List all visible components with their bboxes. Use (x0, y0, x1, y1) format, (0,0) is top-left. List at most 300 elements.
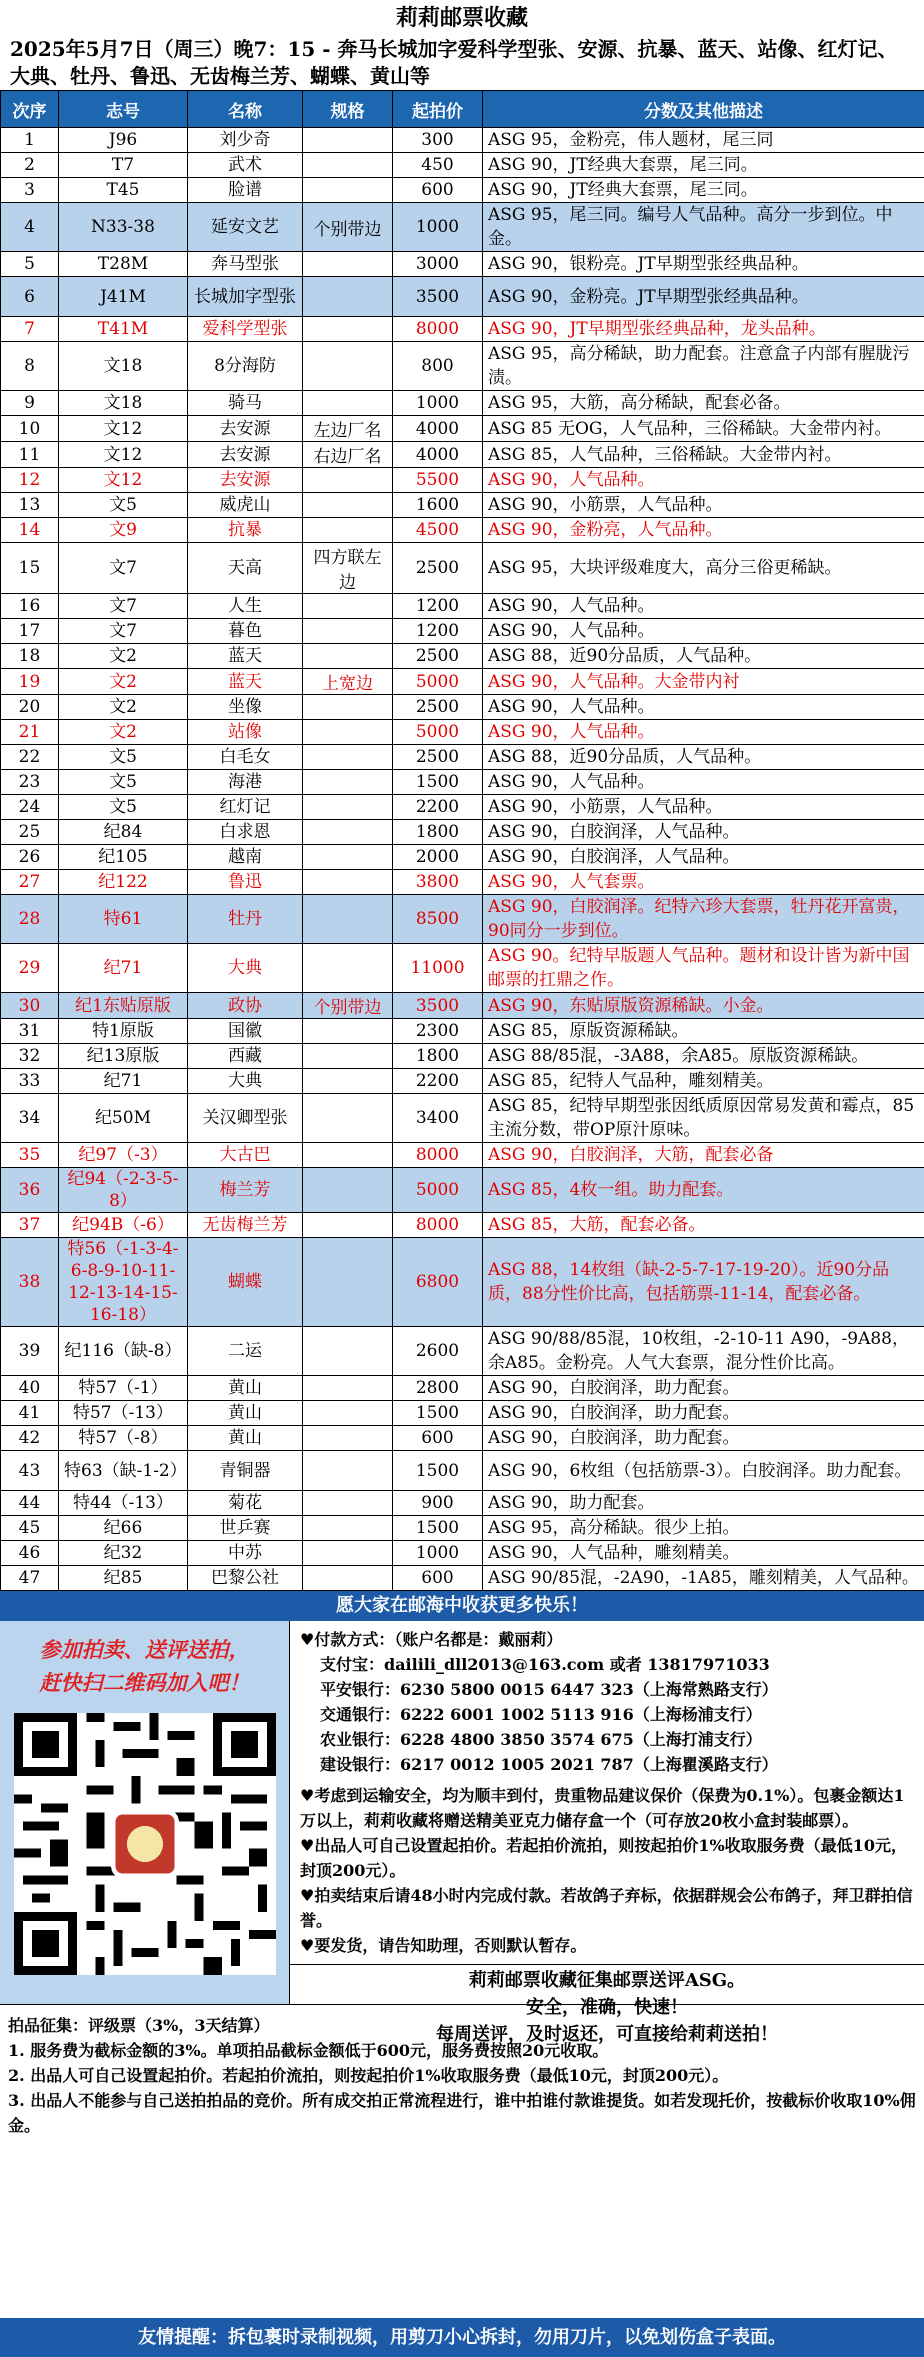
lot-description: ASG 85，纪特早期型张因纸质原因常易发黄和霉点，85主流分数，带OP原汁原味。 (483, 1094, 924, 1143)
lot-catalog-id: 文2 (59, 644, 188, 669)
lot-catalog-id: 特57（-1） (59, 1376, 188, 1401)
lot-description: ASG 95，高分稀缺。很少上拍。 (483, 1516, 924, 1541)
lot-spec: 上宽边 (303, 669, 393, 695)
lot-start-price: 3000 (393, 252, 483, 277)
lot-spec (303, 720, 393, 745)
lot-name: 蝴蝶 (188, 1238, 303, 1327)
lot-start-price: 11000 (393, 944, 483, 993)
lot-number: 16 (1, 594, 59, 619)
lot-spec (303, 178, 393, 203)
lot-catalog-id: 特57（-13） (59, 1401, 188, 1426)
bank-jiaotong: 交通银行：6222 6001 1002 5113 916（上海杨浦支行） (320, 1705, 762, 1724)
lot-number: 3 (1, 178, 59, 203)
lot-number: 30 (1, 993, 59, 1019)
note-reserve: ♥出品人可自己设置起拍价。若起拍价流拍，则按起拍价1%收取服务费（最低10元，封顶200元）。 (300, 1836, 907, 1880)
lot-start-price: 3400 (393, 1094, 483, 1143)
col-header-name: 名称 (188, 91, 303, 128)
qr-code-icon[interactable] (14, 1713, 276, 1975)
col-header-id: 志号 (59, 91, 188, 128)
lot-number: 27 (1, 870, 59, 895)
lot-description: ASG 90，人气品种。 (483, 468, 924, 493)
lot-name: 红灯记 (188, 795, 303, 820)
lot-spec (303, 845, 393, 870)
lot-spec: 个别带边 (303, 993, 393, 1019)
lot-number: 46 (1, 1541, 59, 1566)
lot-number: 8 (1, 342, 59, 391)
lot-catalog-id: 文7 (59, 619, 188, 644)
info-right (290, 1621, 924, 2045)
lot-description: ASG 95，大块评级难度大，高分三俗更稀缺。 (483, 543, 924, 594)
lot-description: ASG 90，JT经典大套票，尾三同。 (483, 178, 924, 203)
lot-spec (303, 1168, 393, 1213)
lot-number: 38 (1, 1238, 59, 1327)
lot-start-price: 1600 (393, 493, 483, 518)
lot-description: ASG 90，人气品种。 (483, 770, 924, 795)
lot-start-price: 1000 (393, 391, 483, 416)
lot-name: 去安源 (188, 416, 303, 442)
lot-name: 黄山 (188, 1426, 303, 1451)
lot-name: 坐像 (188, 695, 303, 720)
payment-title: ♥付款方式：（账户名都是：戴丽莉） (300, 1630, 563, 1649)
lot-catalog-id: 特44（-13） (59, 1491, 188, 1516)
table-row (1, 1044, 924, 1069)
lot-spec (303, 870, 393, 895)
lot-description: ASG 90，白胶润泽，助力配套。 (483, 1426, 924, 1451)
table-row (1, 153, 924, 178)
table-row (1, 203, 924, 252)
lot-number: 42 (1, 1426, 59, 1451)
lot-start-price: 1500 (393, 1516, 483, 1541)
lot-name: 长城加字型张 (188, 277, 303, 317)
lot-catalog-id: T45 (59, 178, 188, 203)
table-row (1, 442, 924, 468)
lot-start-price: 2500 (393, 644, 483, 669)
lot-name: 梅兰芳 (188, 1168, 303, 1213)
lot-spec (303, 770, 393, 795)
lot-description: ASG 90，人气品种，雕刻精美。 (483, 1541, 924, 1566)
lot-start-price: 4000 (393, 416, 483, 442)
lot-start-price: 2500 (393, 543, 483, 594)
lot-description: ASG 85，纪特人气品种，雕刻精美。 (483, 1069, 924, 1094)
lot-number: 41 (1, 1401, 59, 1426)
lot-catalog-id: 纪66 (59, 1516, 188, 1541)
promo-panel (0, 1621, 290, 2004)
lot-catalog-id: 纪97（-3） (59, 1143, 188, 1168)
lot-start-price: 1000 (393, 203, 483, 252)
page-title: 莉莉邮票收藏 (395, 5, 528, 31)
lot-name: 蓝天 (188, 644, 303, 669)
table-row (1, 1426, 924, 1451)
lot-name: 武术 (188, 153, 303, 178)
lot-number: 34 (1, 1094, 59, 1143)
lot-number: 43 (1, 1451, 59, 1491)
lot-spec (303, 1044, 393, 1069)
lot-name: 黄山 (188, 1401, 303, 1426)
lot-number: 32 (1, 1044, 59, 1069)
promo-line-2: 赶快扫二维码加入吧！ (39, 1670, 250, 1695)
lot-start-price: 5000 (393, 720, 483, 745)
lot-spec (303, 518, 393, 543)
lot-spec (303, 1451, 393, 1491)
lot-description: ASG 90，人气品种。 (483, 619, 924, 644)
lot-start-price: 800 (393, 342, 483, 391)
lot-spec (303, 1094, 393, 1143)
lot-name: 白毛女 (188, 745, 303, 770)
lot-description: ASG 90，小筋票，人气品种。 (483, 493, 924, 518)
lot-name: 国徽 (188, 1019, 303, 1044)
lot-description: ASG 90，银粉亮。JT早期型张经典品种。 (483, 252, 924, 277)
lot-catalog-id: 文12 (59, 468, 188, 493)
lot-start-price: 1200 (393, 594, 483, 619)
table-row (1, 594, 924, 619)
lot-spec (303, 619, 393, 644)
lot-description: ASG 90，白胶润泽。纪特六珍大套票，牡丹花开富贵，90同分一步到位。 (483, 895, 924, 944)
table-row (1, 1566, 924, 1591)
table-row (1, 468, 924, 493)
lot-description: ASG 95，尾三同。编号人气品种。高分一步到位。中金。 (483, 203, 924, 252)
lot-description: ASG 85，原版资源稀缺。 (483, 1019, 924, 1044)
lot-catalog-id: T28M (59, 252, 188, 277)
lot-number: 12 (1, 468, 59, 493)
table-row (1, 416, 924, 442)
lot-catalog-id: 文5 (59, 770, 188, 795)
lot-start-price: 8000 (393, 317, 483, 342)
lot-catalog-id: 纪1东贴原版 (59, 993, 188, 1019)
lot-number: 1 (1, 128, 59, 153)
table-row (1, 342, 924, 391)
lot-spec (303, 153, 393, 178)
lot-name: 8分海防 (188, 342, 303, 391)
lot-name: 蓝天 (188, 669, 303, 695)
table-row (1, 795, 924, 820)
lot-spec (303, 1376, 393, 1401)
table-row (1, 644, 924, 669)
lot-number: 36 (1, 1168, 59, 1213)
lot-catalog-id: 文7 (59, 594, 188, 619)
table-row (1, 993, 924, 1019)
lot-name: 世乒赛 (188, 1516, 303, 1541)
lot-description: ASG 90，白胶润泽，人气品种。 (483, 845, 924, 870)
lot-name: 菊花 (188, 1491, 303, 1516)
lot-start-price: 2300 (393, 1019, 483, 1044)
table-row (1, 277, 924, 317)
col-header-spec: 规格 (303, 91, 393, 128)
table-row (1, 252, 924, 277)
lot-catalog-id: 特56（-1-3-4-6-8-9-10-11-12-13-14-15-16-18） (59, 1238, 188, 1327)
lot-name: 延安文艺 (188, 203, 303, 252)
lot-description: ASG 90，助力配套。 (483, 1491, 924, 1516)
footer-reminder: 友情提醒：拆包裹时录制视频，用剪刀小心拆封，勿用刀片，以免划伤盒子表面。 (0, 2318, 924, 2357)
table-row (1, 543, 924, 594)
lot-number: 39 (1, 1327, 59, 1376)
lot-number: 2 (1, 153, 59, 178)
lot-number: 37 (1, 1213, 59, 1238)
lot-spec (303, 1327, 393, 1376)
lot-name: 鲁迅 (188, 870, 303, 895)
lot-catalog-id: 纪71 (59, 944, 188, 993)
lot-catalog-id: 特63（缺-1-2） (59, 1451, 188, 1491)
lot-catalog-id: 纪50M (59, 1094, 188, 1143)
table-row (1, 1213, 924, 1238)
lot-description: ASG 95，高分稀缺，助力配套。注意盒子内部有腥胧污渍。 (483, 342, 924, 391)
lot-number: 5 (1, 252, 59, 277)
lot-catalog-id: T7 (59, 153, 188, 178)
table-row (1, 1238, 924, 1327)
table-row (1, 493, 924, 518)
lot-number: 11 (1, 442, 59, 468)
lot-catalog-id: 纪71 (59, 1069, 188, 1094)
lot-catalog-id: J41M (59, 277, 188, 317)
lot-description: ASG 90，人气品种。 (483, 594, 924, 619)
lot-catalog-id: 文9 (59, 518, 188, 543)
lot-name: 去安源 (188, 442, 303, 468)
lot-description: ASG 88/85混，-3A88，余A85。原版资源稀缺。 (483, 1044, 924, 1069)
lot-start-price: 900 (393, 1491, 483, 1516)
lot-spec (303, 277, 393, 317)
note-shipping: ♥考虑到运输安全，均为顺丰到付，贵重物品建议保价（保费为0.1%）。包裹金额达1万以上，莉莉收藏将赠送精美亚克力储存盒一个（可存放20枚小盒封装邮票）。 (300, 1786, 905, 1830)
lot-start-price: 2000 (393, 845, 483, 870)
lot-start-price: 2500 (393, 745, 483, 770)
lot-name: 奔马型张 (188, 252, 303, 277)
table-row (1, 944, 924, 993)
lot-catalog-id: 文2 (59, 669, 188, 695)
send-line-3: 每周送评，及时返还，可直接给莉莉送拍！ (436, 2024, 778, 2045)
lot-number: 19 (1, 669, 59, 695)
lot-description: ASG 90/88/85混，10枚组，-2-10-11 A90，-9A88，余A85。金粉亮。人气大套票，混分性价比高。 (483, 1327, 924, 1376)
lot-spec (303, 895, 393, 944)
lot-description: ASG 85，大筋，配套必备。 (483, 1213, 924, 1238)
lot-start-price: 450 (393, 153, 483, 178)
lot-spec (303, 1238, 393, 1327)
lot-number: 4 (1, 203, 59, 252)
table-row (1, 1143, 924, 1168)
lot-spec (303, 493, 393, 518)
lots-table (0, 90, 924, 1591)
table-row (1, 770, 924, 795)
lot-start-price: 2200 (393, 795, 483, 820)
lot-start-price: 600 (393, 1426, 483, 1451)
lot-start-price: 2500 (393, 695, 483, 720)
lot-catalog-id: 文18 (59, 342, 188, 391)
lot-catalog-id: 特61 (59, 895, 188, 944)
lot-spec (303, 342, 393, 391)
lot-start-price: 1500 (393, 1401, 483, 1426)
table-row (1, 1376, 924, 1401)
lot-name: 去安源 (188, 468, 303, 493)
lot-number: 15 (1, 543, 59, 594)
consign-title: 拍品征集：评级票（3%，3天结算） (8, 2016, 270, 2035)
lot-spec: 右边厂名 (303, 442, 393, 468)
lot-description: ASG 90，人气套票。 (483, 870, 924, 895)
lot-spec (303, 468, 393, 493)
table-row (1, 391, 924, 416)
consign-item-1: 1. 服务费为截标金额的3%。单项拍品截标金额低于600元，服务费按照20元收取。 (8, 2041, 609, 2060)
lot-start-price: 300 (393, 128, 483, 153)
table-header-row (1, 91, 924, 128)
lot-number: 18 (1, 644, 59, 669)
lot-spec (303, 1516, 393, 1541)
lot-description: ASG 88，近90分品质，人气品种。 (483, 745, 924, 770)
lot-start-price: 2600 (393, 1327, 483, 1376)
lot-start-price: 4000 (393, 442, 483, 468)
lot-name: 天高 (188, 543, 303, 594)
lot-number: 10 (1, 416, 59, 442)
lot-number: 22 (1, 745, 59, 770)
lot-spec (303, 128, 393, 153)
lot-name: 大典 (188, 1069, 303, 1094)
table-row (1, 895, 924, 944)
lot-description: ASG 90，东贴原版资源稀缺。小金。 (483, 993, 924, 1019)
lot-number: 35 (1, 1143, 59, 1168)
col-header-no: 次序 (1, 91, 59, 128)
lot-name: 刘少奇 (188, 128, 303, 153)
lot-spec (303, 1566, 393, 1591)
lot-catalog-id: 纪85 (59, 1566, 188, 1591)
lot-catalog-id: 文5 (59, 493, 188, 518)
lot-number: 25 (1, 820, 59, 845)
table-row (1, 518, 924, 543)
lot-number: 47 (1, 1566, 59, 1591)
lot-start-price: 1500 (393, 1451, 483, 1491)
lot-name: 威虎山 (188, 493, 303, 518)
lot-spec: 左边厂名 (303, 416, 393, 442)
table-row (1, 178, 924, 203)
consign-item-2: 2. 出品人可自己设置起拍价。若起拍价流拍，则按起拍价1%收取服务费（最低10元，封顶200元）。 (8, 2066, 729, 2085)
lot-number: 7 (1, 317, 59, 342)
lot-name: 无齿梅兰芳 (188, 1213, 303, 1238)
lot-spec (303, 820, 393, 845)
lot-description: ASG 88，近90分品质，人气品种。 (483, 644, 924, 669)
lot-start-price: 5000 (393, 1168, 483, 1213)
lot-number: 31 (1, 1019, 59, 1044)
lot-spec (303, 1213, 393, 1238)
lot-start-price: 1500 (393, 770, 483, 795)
note-payment: ♥拍卖结束后请48小时内完成付款。若故鸽子弃标，依据群规会公布鸽子，拜卫群拍信誉。 (300, 1886, 913, 1930)
table-row (1, 695, 924, 720)
lot-name: 越南 (188, 845, 303, 870)
lot-number: 24 (1, 795, 59, 820)
table-row (1, 669, 924, 695)
lot-number: 44 (1, 1491, 59, 1516)
lot-number: 29 (1, 944, 59, 993)
lot-catalog-id: 文2 (59, 720, 188, 745)
lot-description: ASG 90，白胶润泽，助力配套。 (483, 1376, 924, 1401)
lot-start-price: 8000 (393, 1213, 483, 1238)
lot-start-price: 3500 (393, 993, 483, 1019)
lot-catalog-id: 文7 (59, 543, 188, 594)
lot-name: 二运 (188, 1327, 303, 1376)
lot-name: 站像 (188, 720, 303, 745)
lot-description: ASG 90，人气品种。大金带内衬 (483, 669, 924, 695)
table-row (1, 845, 924, 870)
lot-start-price: 1000 (393, 1541, 483, 1566)
lot-spec (303, 594, 393, 619)
lot-start-price: 1200 (393, 619, 483, 644)
lot-description: ASG 88，14枚组（缺-2-5-7-17-19-20）。近90分品质，88分性价比高，包括筋票-11-14，配套必备。 (483, 1238, 924, 1327)
lot-spec (303, 1426, 393, 1451)
lot-catalog-id: T41M (59, 317, 188, 342)
lot-description: ASG 90，金粉亮，人气品种。 (483, 518, 924, 543)
lot-number: 6 (1, 277, 59, 317)
lot-name: 爱科学型张 (188, 317, 303, 342)
lot-description: ASG 90，人气品种。 (483, 695, 924, 720)
lot-catalog-id: 纪105 (59, 845, 188, 870)
lot-description: ASG 85，4枚一组。助力配套。 (483, 1168, 924, 1213)
lot-start-price: 1800 (393, 820, 483, 845)
lot-name: 青铜器 (188, 1451, 303, 1491)
lot-number: 14 (1, 518, 59, 543)
send-line-2: 安全，准确，快速！ (526, 1997, 688, 2018)
lot-start-price: 4500 (393, 518, 483, 543)
lot-spec (303, 695, 393, 720)
lot-spec (303, 944, 393, 993)
col-header-price: 起拍价 (393, 91, 483, 128)
lot-number: 28 (1, 895, 59, 944)
lot-start-price: 2200 (393, 1069, 483, 1094)
lot-start-price: 600 (393, 178, 483, 203)
lot-spec (303, 1143, 393, 1168)
table-row (1, 619, 924, 644)
table-row (1, 1019, 924, 1044)
lot-catalog-id: 纪13原版 (59, 1044, 188, 1069)
lot-description: ASG 90，JT经典大套票，尾三同。 (483, 153, 924, 178)
lot-catalog-id: J96 (59, 128, 188, 153)
table-row (1, 1451, 924, 1491)
lot-spec (303, 745, 393, 770)
lot-name: 大古巴 (188, 1143, 303, 1168)
lot-description: ASG 85 无OG，人气品种，三俗稀缺。大金带内衬。 (483, 416, 924, 442)
lot-name: 人生 (188, 594, 303, 619)
table-row (1, 720, 924, 745)
lot-description: ASG 90，金粉亮。JT早期型张经典品种。 (483, 277, 924, 317)
lot-start-price: 2800 (393, 1376, 483, 1401)
table-row (1, 870, 924, 895)
lot-description: ASG 90，白胶润泽，大筋，配套必备 (483, 1143, 924, 1168)
lot-name: 牡丹 (188, 895, 303, 944)
col-header-desc: 分数及其他描述 (483, 91, 924, 128)
send-line-1: 莉莉邮票收藏征集邮票送评ASG。 (468, 1970, 746, 1991)
table-row (1, 128, 924, 153)
lot-description: ASG 85，人气品种，三俗稀缺。大金带内衬。 (483, 442, 924, 468)
table-row (1, 1069, 924, 1094)
lot-catalog-id: 特1原版 (59, 1019, 188, 1044)
table-row (1, 1401, 924, 1426)
lot-description: ASG 90，白胶润泽，助力配套。 (483, 1401, 924, 1426)
lot-start-price: 8000 (393, 1143, 483, 1168)
lot-number: 9 (1, 391, 59, 416)
lot-number: 26 (1, 845, 59, 870)
lot-catalog-id: 文5 (59, 745, 188, 770)
lot-name: 脸谱 (188, 178, 303, 203)
lot-number: 33 (1, 1069, 59, 1094)
promo-line-1: 参加拍卖、送评送拍， (39, 1637, 250, 1662)
lot-spec (303, 391, 393, 416)
table-row (1, 1491, 924, 1516)
lot-number: 40 (1, 1376, 59, 1401)
lot-spec (303, 252, 393, 277)
bank-pingan: 平安银行：6230 5800 0015 6447 323（上海常熟路支行） (320, 1680, 778, 1699)
lot-start-price: 600 (393, 1566, 483, 1591)
lot-name: 白求恩 (188, 820, 303, 845)
lot-description: ASG 90。纪特早版题人气品种。题材和设计皆为新中国邮票的扛鼎之作。 (483, 944, 924, 993)
lot-name: 抗暴 (188, 518, 303, 543)
table-row (1, 1168, 924, 1213)
lot-catalog-id: 文12 (59, 416, 188, 442)
lot-name: 中苏 (188, 1541, 303, 1566)
payment-panel (290, 1621, 924, 1964)
lot-number: 17 (1, 619, 59, 644)
lot-catalog-id: 特57（-8） (59, 1426, 188, 1451)
